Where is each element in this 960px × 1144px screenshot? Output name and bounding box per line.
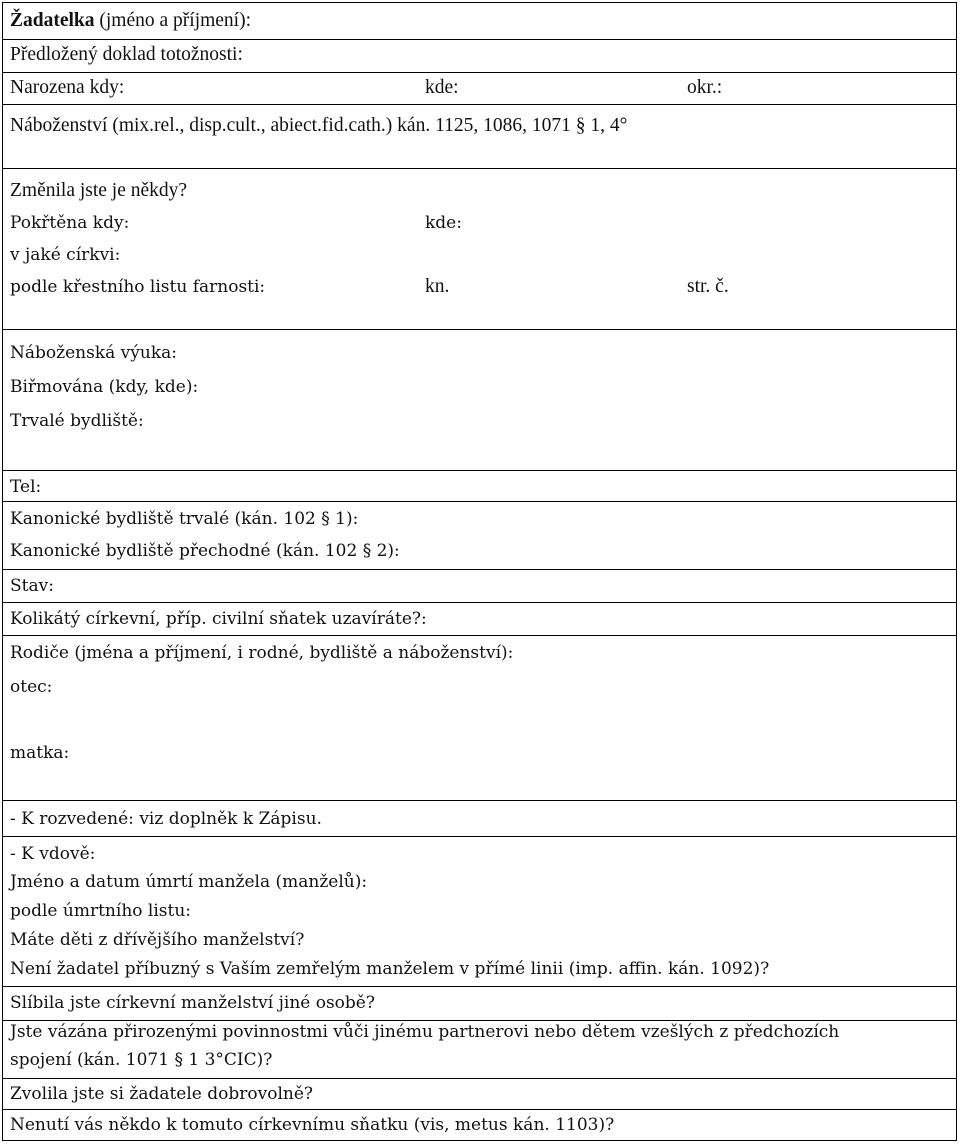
religion-label: Náboženství (mix.rel., disp.cult., abiect.fid.cath.) kán. 1125, 1086, 1071 § 1, 4° — [10, 115, 628, 136]
relation-label: Není žadatel příbuzný s Vaším zemřelým manželem v přímé linii (imp. affin. kán. 1092)? — [10, 959, 770, 979]
canonical-temporary-label: Kanonické bydliště přechodné (kán. 102 § 2): — [10, 541, 400, 561]
born-when-label: Narozena kdy: — [10, 77, 125, 98]
row-divider — [3, 1078, 956, 1079]
row-divider — [3, 329, 956, 330]
free-choice-label: Zvolila jste si žadatele dobrovolně? — [10, 1084, 314, 1104]
row-divider — [3, 1109, 956, 1110]
born-district-label: okr.: — [687, 77, 723, 98]
spouse-death-label: Jméno a datum úmrtí manžela (manželů): — [10, 872, 368, 892]
obligations-label-line2: spojení (kán. 1071 § 1 3°CIC)? — [10, 1050, 273, 1070]
father-label: otec: — [10, 677, 53, 697]
row-divider — [3, 501, 956, 502]
row-divider — [3, 72, 956, 73]
divorced-note: - K rozvedené: viz doplněk k Zápisu. — [10, 809, 322, 829]
obligations-label-line1: Jste vázána přirozenými povinnostmi vůči jinému partnerovi nebo dětem vzešlých z předchozích — [10, 1022, 840, 1042]
children-label: Máte děti z dřívějšího manželství? — [10, 930, 305, 950]
document-label: Předložený doklad totožnosti: — [10, 44, 243, 65]
church-label: v jaké církvi: — [10, 245, 121, 265]
row-divider — [3, 470, 956, 471]
mother-label: matka: — [10, 743, 70, 763]
changed-religion-label: Změnila jste je někdy? — [10, 180, 188, 201]
coercion-label: Nenutí vás někdo k tomuto církevnímu sňatku (vis, metus kán. 1103)? — [10, 1115, 615, 1135]
death-record-label: podle úmrtního listu: — [10, 901, 192, 921]
row-divider — [3, 602, 956, 603]
book-label: kn. — [425, 276, 450, 297]
row-divider — [3, 800, 956, 801]
baptized-when-label: Pokřtěna kdy: — [10, 213, 130, 233]
applicant-label-rest: (jméno a příjmení): — [94, 10, 252, 31]
row-divider — [3, 635, 956, 636]
row-divider — [3, 986, 956, 987]
row-divider — [3, 104, 956, 105]
born-where-label: kde: — [425, 77, 459, 98]
confirmation-label: Biřmována (kdy, kde): — [10, 377, 199, 397]
promise-label: Slíbila jste církevní manželství jiné osobě? — [10, 993, 375, 1013]
religious-instruction-label: Náboženská výuka: — [10, 343, 177, 363]
parents-heading: Rodiče (jména a příjmení, i rodné, bydliště a náboženství): — [10, 643, 514, 663]
widow-heading: - K vdově: — [10, 844, 96, 864]
row-divider — [3, 836, 956, 837]
marriage-count-label: Kolikátý církevní, příp. civilní sňatek uzavíráte?: — [10, 609, 427, 629]
applicant-label — [10, 10, 251, 32]
page-number-label: str. č. — [687, 276, 729, 297]
status-label: Stav: — [10, 576, 54, 596]
baptized-where-label: kde: — [425, 213, 462, 233]
phone-label: Tel: — [10, 477, 42, 497]
canonical-permanent-label: Kanonické bydliště trvalé (kán. 102 § 1): — [10, 509, 359, 529]
row-divider — [3, 569, 956, 570]
applicant-label-bold: Žadatelka — [10, 10, 95, 31]
row-divider — [3, 39, 956, 40]
register-label: podle křestního listu farnosti: — [10, 277, 266, 297]
permanent-residence-label: Trvalé bydliště: — [10, 411, 144, 431]
row-divider — [3, 168, 956, 169]
